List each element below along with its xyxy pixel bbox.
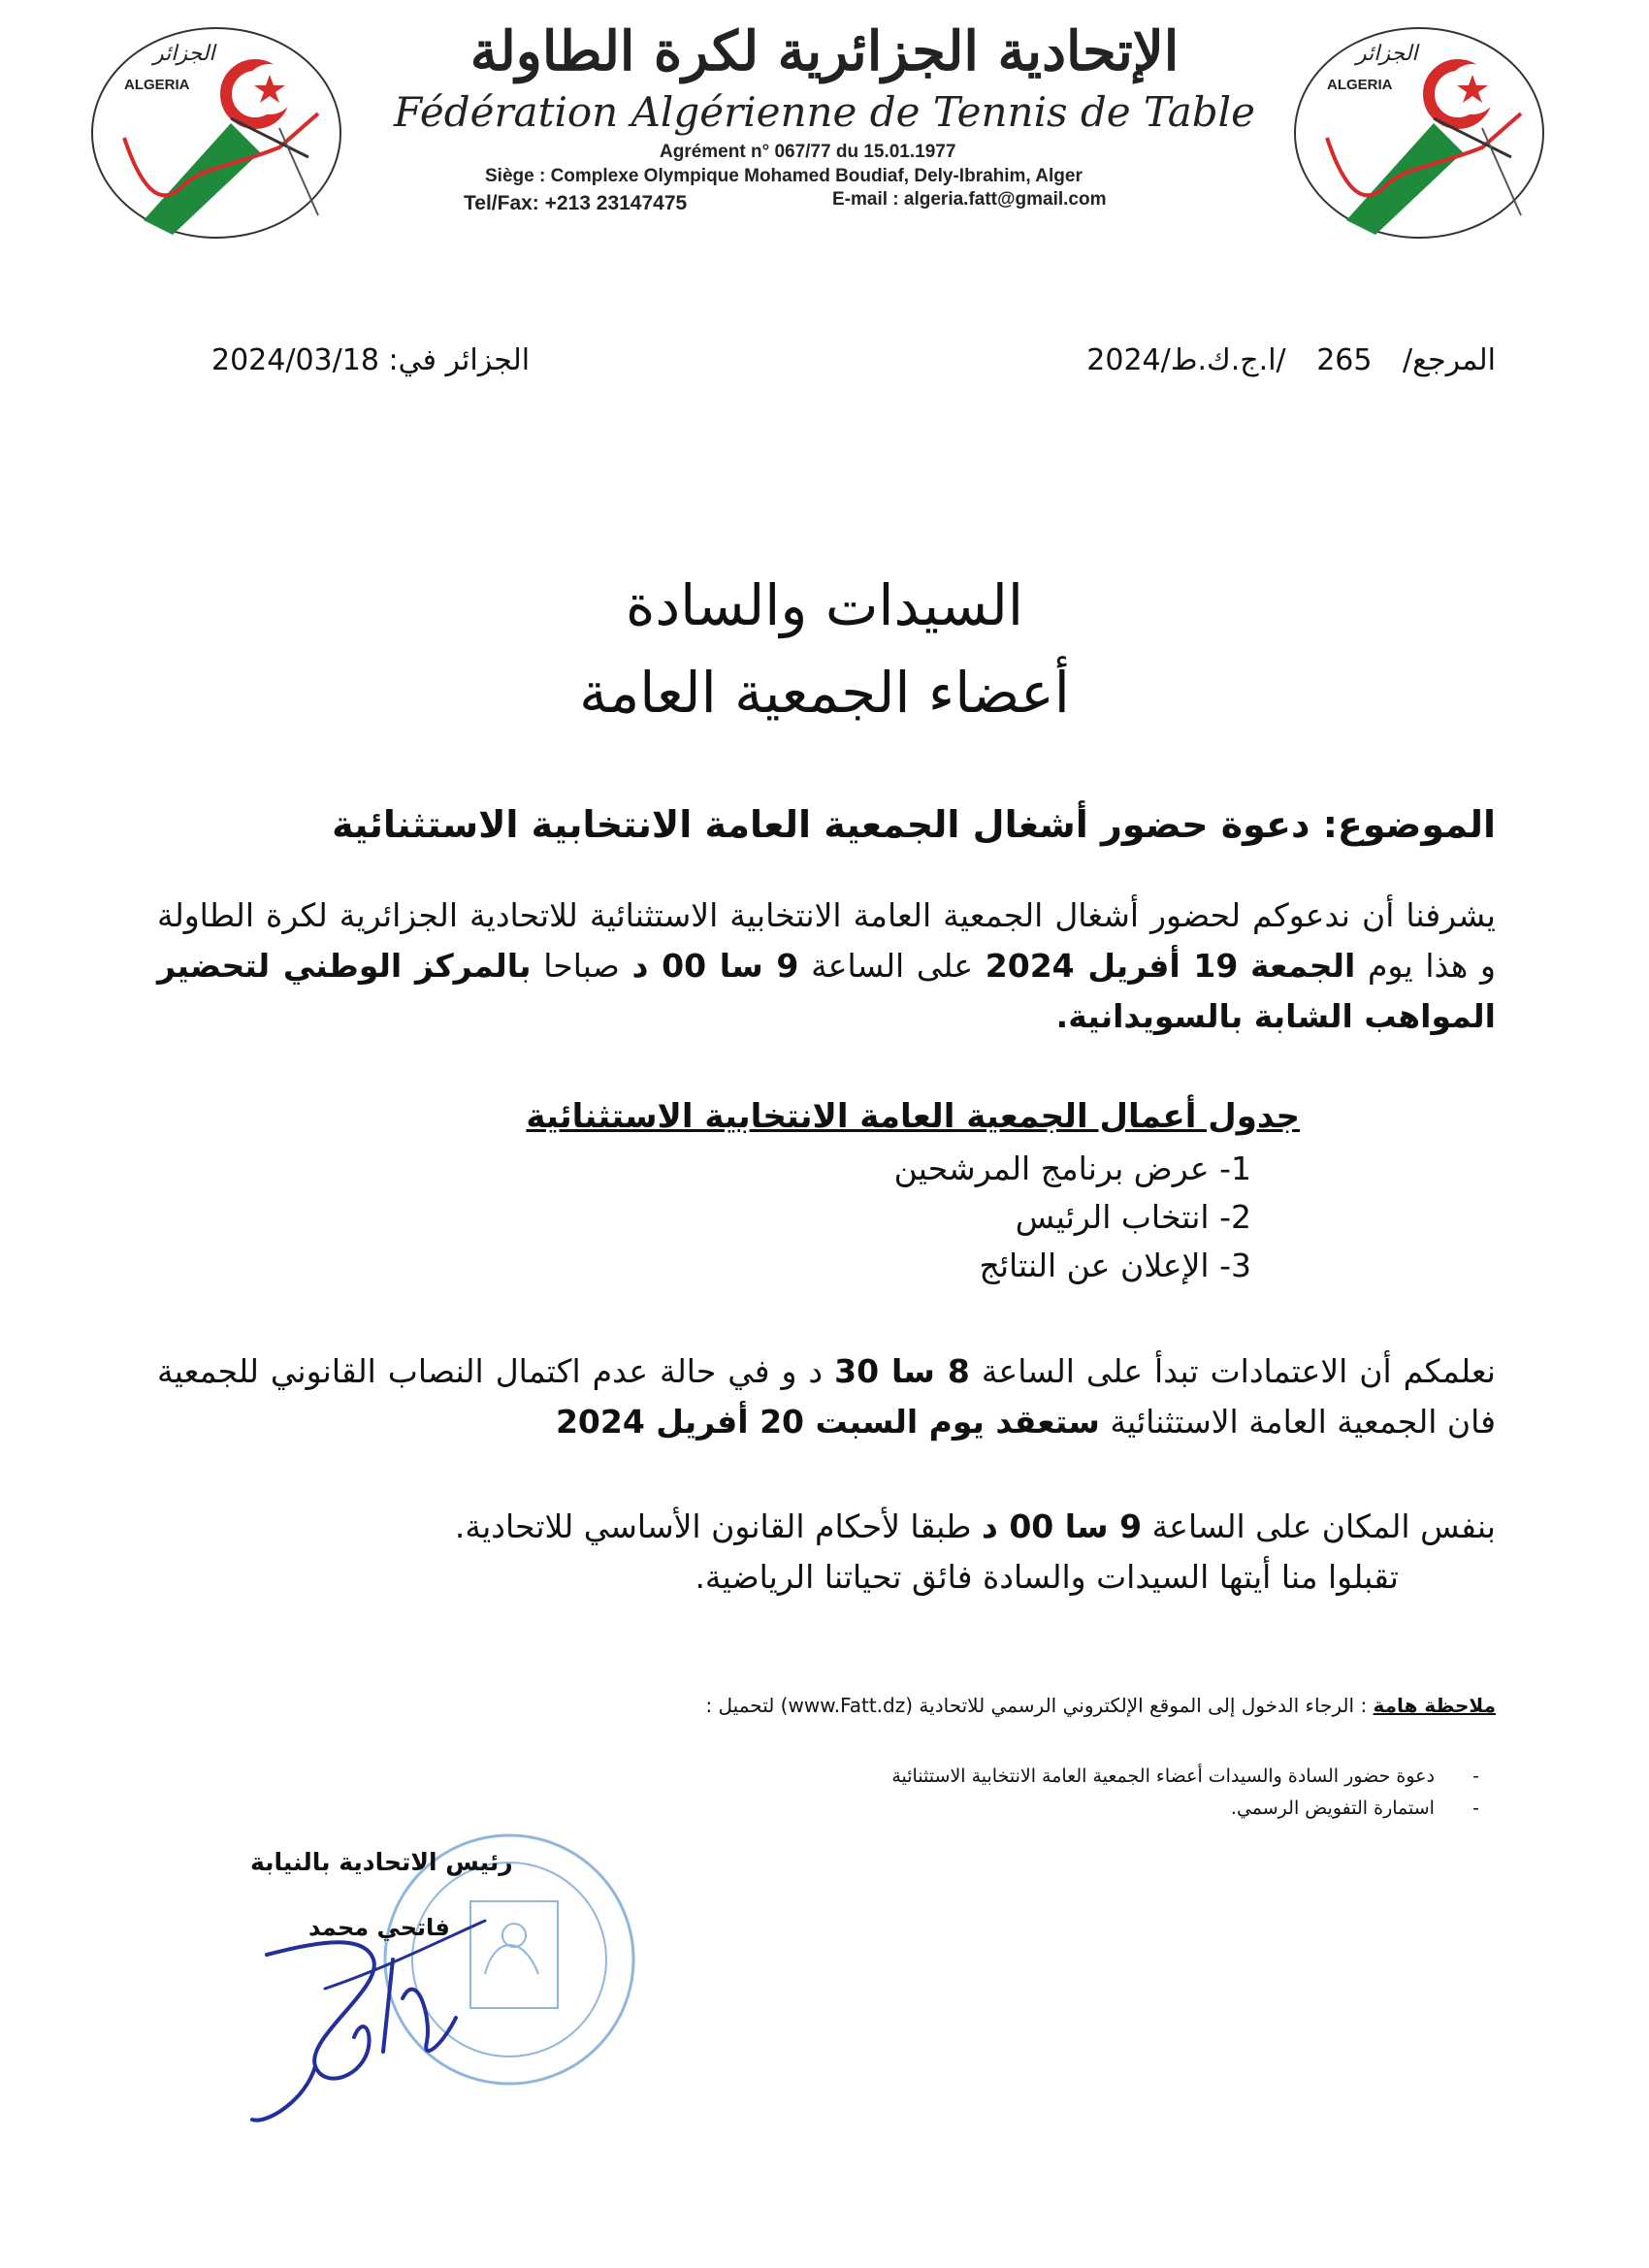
para3-text-2: طبقا لأحكام القانون الأساسي للاتحادية. — [454, 1507, 972, 1545]
para1-date: 19 أفريل 2024 — [985, 947, 1239, 985]
para2-text-1: نعلمكم أن الاعتمادات تبدأ على الساعة — [981, 1352, 1496, 1390]
subject-text: دعوة حضور أشغال الجمعية العامة الانتخابية الاستثنائية — [332, 803, 1310, 846]
addressee-line-1: السيدات والسادة — [625, 572, 1024, 638]
reference-line — [1086, 341, 1496, 380]
dash-icon: - — [1472, 1766, 1479, 1787]
para1-text-1: يشرفنا أن ندعوكم لحضور أشغال الجمعية العامة الانتخابية الاستثنائية للاتحادية الجزائرية لكرة الطاولة و هذا يوم — [157, 896, 1496, 985]
logo-right-ar: الجزائر — [1356, 42, 1418, 66]
para1-text-3: صباحا — [543, 947, 620, 985]
reference-label: المرجع/ — [1403, 343, 1496, 377]
subject-line — [157, 797, 1496, 852]
agrement-line: Agrément n° 067/77 du 15.01.1977 — [660, 142, 956, 162]
federation-logo-right — [1288, 21, 1550, 244]
siege-line: Siège : Complexe Olympique Mohamed Boudiaf, Dely-Ibrahim, Alger — [485, 166, 1083, 186]
date-line — [211, 341, 530, 380]
date-label: الجزائر في: — [388, 343, 531, 377]
para3-text-1: بنفس المكان على الساعة — [1151, 1507, 1496, 1545]
addressee-line-2: أعضاء الجمعية العامة — [579, 660, 1070, 726]
federation-name-french: Fédération Algérienne de Tennis de Table — [394, 88, 1255, 136]
para1-text-2: على الساعة — [811, 947, 974, 985]
note-text: : الرجاء الدخول إلى الموقع الإلكتروني الرسمي للاتحادية (www.Fatt.dz) لتحميل : — [705, 1694, 1368, 1717]
para1-day: الجمعة — [1250, 947, 1356, 985]
para2-text-2: د و في حالة عدم اكتمال النصاب القانوني للجمعية فان الجمعية العامة الاستثنائية — [157, 1352, 1496, 1441]
agenda-item: 2- انتخاب الرئيس — [1015, 1198, 1251, 1236]
logo-left-ar: الجزائر — [153, 42, 215, 66]
agenda-item: 3- الإعلان عن النتائج — [979, 1247, 1251, 1284]
agenda-title: جدول أعمال الجمعية العامة الانتخابية الاستثنائية — [526, 1097, 1300, 1136]
dash-icon: - — [1472, 1798, 1479, 1819]
handwritten-signature — [247, 1882, 500, 2134]
note-item — [1231, 1795, 1479, 1822]
email-line: E-mail : algeria.fatt@gmail.com — [832, 189, 1107, 210]
subject-label: الموضوع: — [1322, 803, 1496, 846]
note-label: ملاحظة هامة — [1373, 1694, 1496, 1717]
agenda-item: 1- عرض برنامج المرشحين — [893, 1150, 1251, 1187]
signatory-name: فاتحي محمد — [308, 1914, 450, 1941]
logo-right-en: ALGERIA — [1327, 77, 1393, 93]
telfax-line: Tel/Fax: +213 23147475 — [464, 192, 688, 214]
reference-code: /ا.ج.ك.ط/2024 — [1086, 343, 1286, 377]
note-item-text: دعوة حضور السادة والسيدات أعضاء الجمعية العامة الانتخابية الاستثنائية — [891, 1766, 1435, 1787]
invitation-paragraph — [157, 891, 1496, 1042]
para2-alt-date: ستعقد يوم السبت 20 أفريل 2024 — [555, 1403, 1100, 1441]
federation-name-arabic: الإتحادية الجزائرية لكرة الطاولة — [469, 19, 1180, 83]
signatory-title: رئيس الاتحادية بالنيابة — [250, 1848, 513, 1876]
important-note — [705, 1691, 1496, 1720]
para2-time: 8 سا 30 — [834, 1352, 970, 1390]
para3-time: 9 سا 00 د — [981, 1507, 1143, 1545]
para1-time: 9 سا 00 د — [631, 947, 799, 985]
note-item-text: استمارة التفويض الرسمي. — [1230, 1798, 1435, 1819]
para1-venue: بالمركز الوطني لتحضير المواهب الشابة بالسويدانية. — [157, 947, 1496, 1035]
federation-logo-left — [85, 21, 347, 244]
closing-line: تقبلوا منا أيتها السيدات والسادة فائق تحياتنا الرياضية. — [695, 1558, 1399, 1596]
date-value: 2024/03/18 — [211, 343, 379, 377]
note-item — [891, 1763, 1479, 1790]
venue-paragraph — [157, 1502, 1496, 1552]
accreditation-paragraph — [157, 1346, 1496, 1447]
logo-left-en: ALGERIA — [124, 77, 190, 93]
reference-number: 265 — [1316, 343, 1373, 377]
